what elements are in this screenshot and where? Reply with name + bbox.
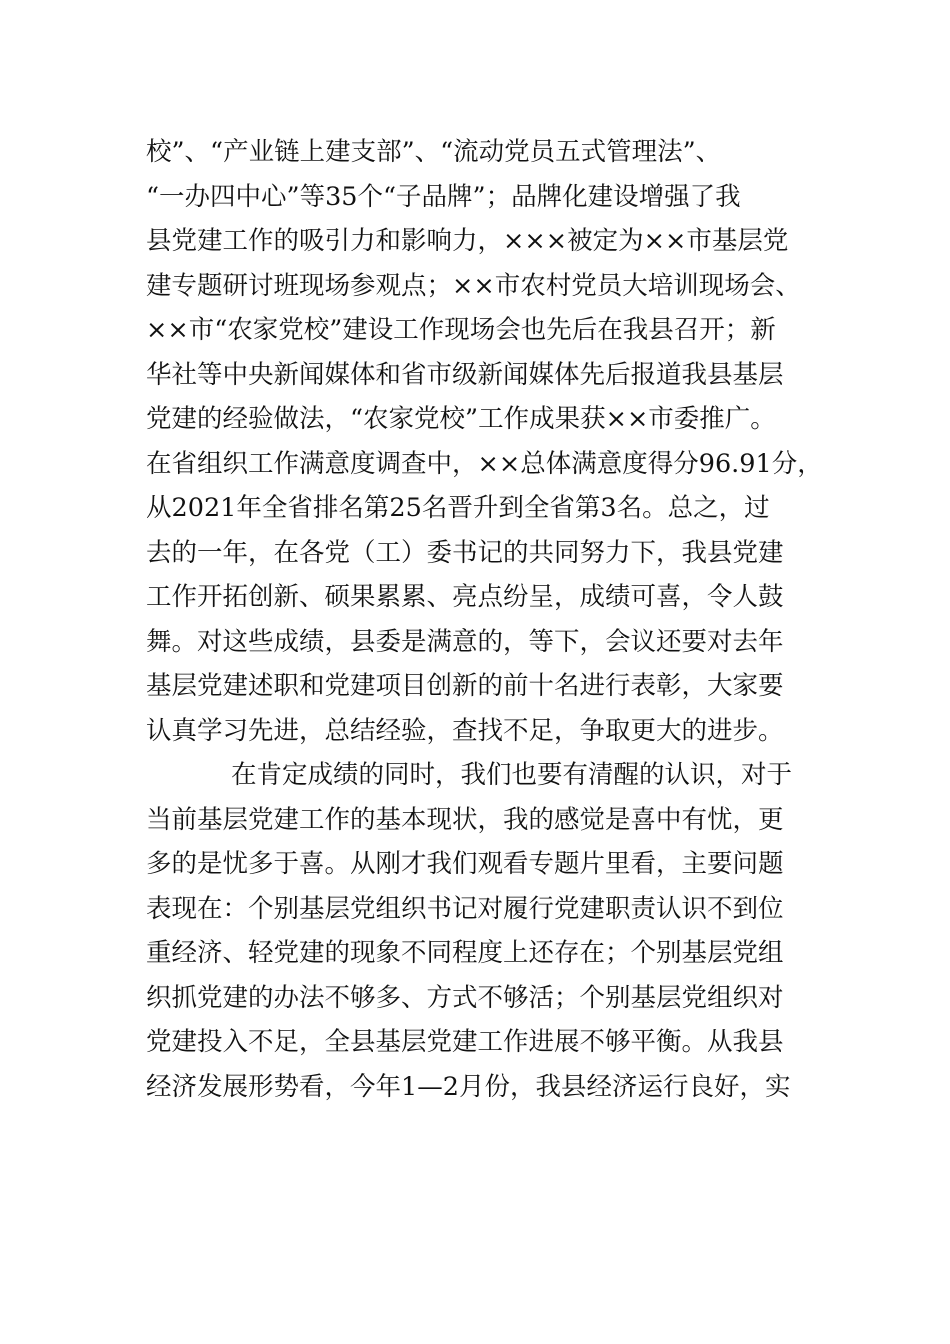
paragraph-line: 去的一年，在各党（工）委书记的共同努力下，我县党建 [146,537,784,568]
paragraph-line: “一办四中心”等35个“子品牌”；品牌化建设增强了我 [146,181,741,212]
paragraph-line: 在省组织工作满意度调查中，××总体满意度得分96.91分， [146,448,823,479]
paragraph-line: 表现在：个别基层党组织书记对履行党建职责认识不到位 [146,893,784,924]
paragraph-line: 织抓党建的办法不够多、方式不够活；个别基层党组织对 [146,982,784,1013]
paragraph-line: 当前基层党建工作的基本现状，我的感觉是喜中有忧，更 [146,804,784,835]
paragraph-2 [146,753,846,1109]
paragraph-line: 工作开拓创新、硕果累累、亮点纷呈，成绩可喜，令人鼓 [146,582,784,612]
paragraph-line: ××市“农家党校”建设工作现场会也先后在我县召开；新 [146,315,776,345]
paragraph-1 [146,130,846,753]
paragraph-line: 校”、“产业链上建支部”、“流动党员五式管理法”、 [146,137,722,167]
document-body [146,130,846,1109]
paragraph-line: 多的是忧多于喜。从刚才我们观看专题片里看，主要问题 [146,849,784,879]
paragraph-line: 认真学习先进，总结经验，查找不足，争取更大的进步。 [146,715,784,746]
paragraph-line: 建专题研讨班现场参观点；××市农村党员大培训现场会、 [146,270,801,301]
paragraph-line: 从2021年全省排名第25名晋升到全省第3名。总之，过 [146,493,770,523]
paragraph-line: 经济发展形势看，今年1—2月份，我县经济运行良好，实 [146,1071,791,1102]
paragraph-line: 县党建工作的吸引力和影响力，×××被定为××市基层党 [146,226,789,256]
paragraph-line: 重经济、轻党建的现象不同程度上还存在；个别基层党组 [146,938,784,968]
paragraph-line: 在肯定成绩的同时，我们也要有清醒的认识，对于 [231,760,793,790]
paragraph-line: 舞。对这些成绩，县委是满意的，等下，会议还要对去年 [146,626,784,657]
paragraph-line: 党建的经验做法，“农家党校”工作成果获××市委推广。 [146,404,776,434]
paragraph-line: 基层党建述职和党建项目创新的前十名进行表彰，大家要 [146,671,784,701]
paragraph-line: 华社等中央新闻媒体和省市级新闻媒体先后报道我县基层 [146,359,784,390]
paragraph-line: 党建投入不足，全县基层党建工作进展不够平衡。从我县 [146,1027,784,1057]
